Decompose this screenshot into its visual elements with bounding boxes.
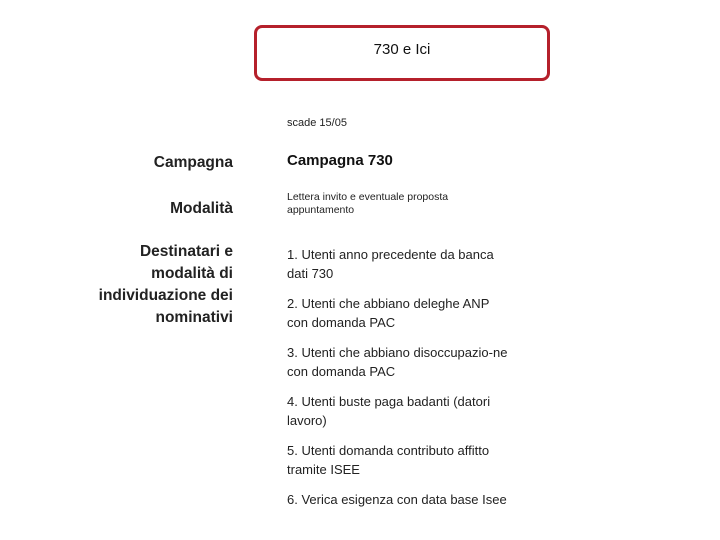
recipients-list xyxy=(287,245,512,520)
due-date-note: scade 15/05 xyxy=(287,117,347,129)
recipients-label: Destinatari e modalità di individuazione dei nominativi xyxy=(98,243,233,326)
recipients-list-item: 6. Verica esigenza con data base Isee xyxy=(287,492,507,507)
campaign-label: Campagna xyxy=(153,154,233,171)
recipients-list-item: 5. Utenti domanda contributo affitto tramite ISEE xyxy=(287,443,490,477)
mode-label: Modalità xyxy=(170,200,233,217)
recipients-list-item: 4. Utenti buste paga badanti (datori lavoro) xyxy=(287,394,491,428)
campaign-value: Campagna 730 xyxy=(287,152,393,169)
mode-value: Lettera invito e eventuale proposta appuntamento xyxy=(287,191,449,216)
recipients-list-item: 3. Utenti che abbiano disoccupazio-ne con domanda PAC xyxy=(287,345,508,379)
page-title: 730 e Ici xyxy=(373,40,431,58)
recipients-list-item: 2. Utenti che abbiano deleghe ANP con domanda PAC xyxy=(287,296,490,330)
recipients-list-item: 1. Utenti anno precedente da banca dati 730 xyxy=(287,247,494,281)
title-box xyxy=(254,25,550,81)
